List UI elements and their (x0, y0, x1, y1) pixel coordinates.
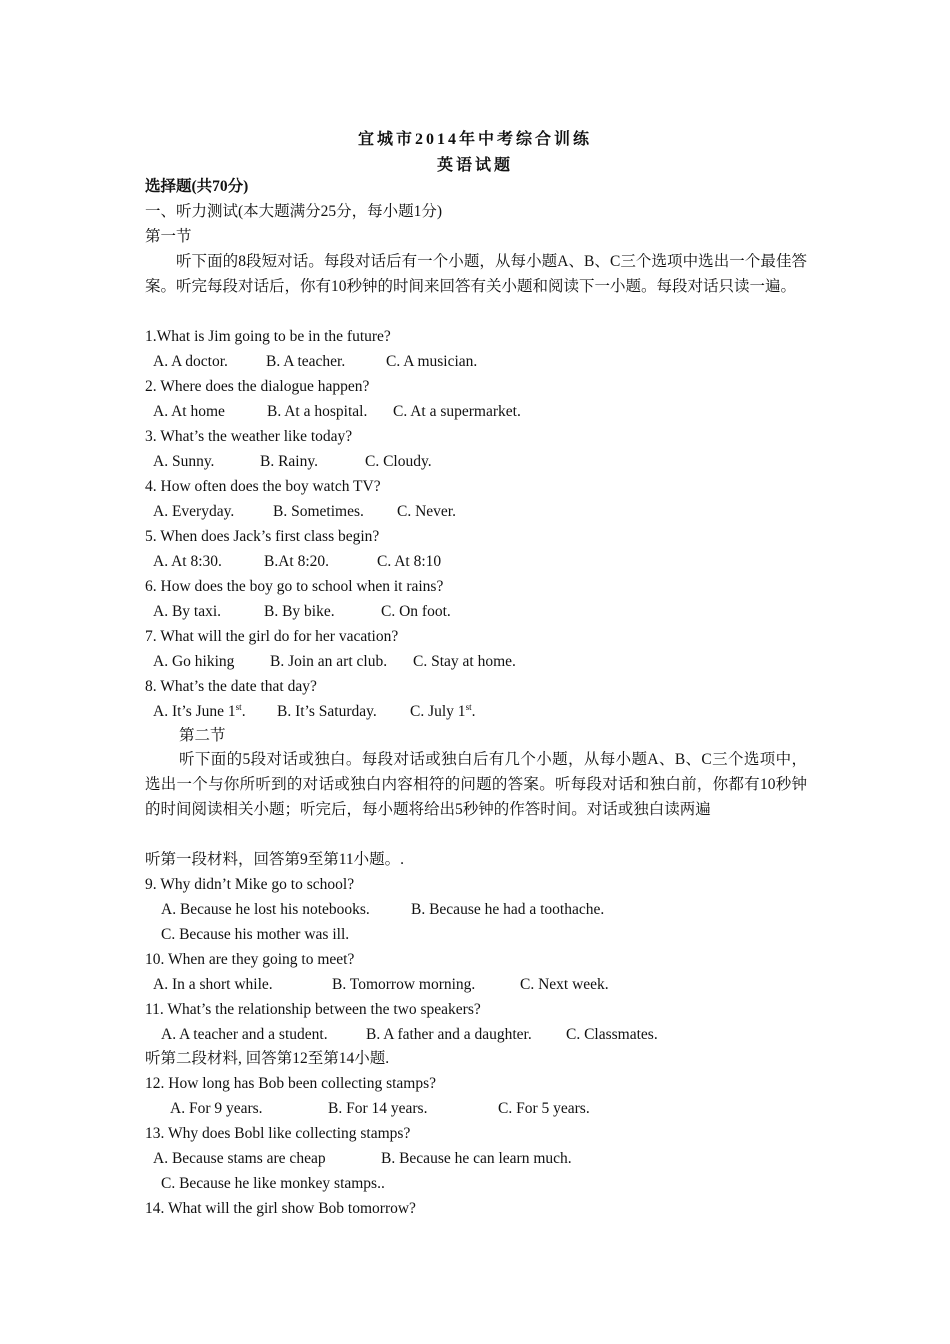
option-c: C. Cloudy. (365, 453, 432, 470)
subsection-heading-2: 第二节 (179, 727, 226, 744)
question-stem: 4. How often does the boy watch TV? (145, 478, 381, 495)
option-a: A. For 9 years. (170, 1100, 263, 1117)
question-stem: 3. What’s the weather like today? (145, 428, 353, 445)
option-b: B. Join an art club. (270, 653, 388, 670)
material-heading-2: 听第二段材料, 回答第12至第14小题. (145, 1050, 390, 1067)
option-a: A. By taxi. (153, 603, 222, 620)
question-stem: 2. Where does the dialogue happen? (145, 378, 370, 395)
question-stem: 14. What will the girl show Bob tomorrow? (145, 1200, 416, 1217)
question-stem: 13. Why does Bobl like collecting stamps? (145, 1125, 411, 1142)
question-stem: 1.What is Jim going to be in the future? (145, 328, 391, 345)
option-b: B. Because he had a toothache. (411, 901, 605, 918)
part-heading: 一、听力测试(本大题满分25分，每小题1分) (145, 203, 443, 220)
option-a: A. Go hiking (153, 653, 235, 670)
exam-title: 宜城市2014年中考综合训练 (357, 131, 592, 148)
question-stem: 11. What’s the relationship between the two speakers? (145, 1001, 481, 1018)
question-stem: 12. How long has Bob been collecting stamps? (145, 1075, 437, 1092)
option-b: B. Rainy. (260, 453, 318, 470)
material-heading-1: 听第一段材料，回答第9至第11小题。. (145, 851, 405, 868)
option-a: A. It’s June 1st. (153, 701, 246, 720)
option-c: C. Because he like monkey stamps.. (161, 1175, 385, 1192)
instructions-2: 听下面的5段对话或独白。每段对话或独白后有几个小题，从每小题A、B、C三个选项中，选出一个与你所听到的对话或独白内容相符的问题的答案。听每段对话和独白前，你都有10秒钟的时间阅读相关小题；听完后，每小题将给出5秒钟的作答时间。对话或独白读两遍 (145, 751, 807, 818)
option-c: C. A musician. (386, 353, 478, 370)
option-b: B. Because he can learn much. (381, 1150, 572, 1167)
question-stem: 5. When does Jack’s first class begin? (145, 528, 380, 545)
question-stem: 10. When are they going to meet? (145, 951, 355, 968)
question-stem: 7. What will the girl do for her vacation? (145, 628, 399, 645)
question-stem: 9. Why didn’t Mike go to school? (145, 876, 355, 893)
exam-subtitle: 英语试题 (436, 157, 513, 174)
option-b: B. For 14 years. (328, 1100, 428, 1117)
option-a: A. At home (153, 403, 225, 420)
subsection-heading-1: 第一节 (145, 228, 192, 245)
option-b: B. By bike. (264, 603, 335, 620)
option-a: A. Sunny. (153, 453, 215, 470)
option-c: C. Next week. (520, 976, 609, 993)
option-c: C. On foot. (381, 603, 451, 620)
option-b: B. Tomorrow morning. (332, 976, 476, 993)
option-a: A. In a short while. (153, 976, 273, 993)
option-a: A. A teacher and a student. (161, 1026, 328, 1043)
option-b: B. It’s Saturday. (277, 703, 377, 720)
option-b: B. A father and a daughter. (366, 1026, 532, 1043)
option-c: C. Never. (397, 503, 456, 520)
option-c: C. Stay at home. (413, 653, 516, 670)
option-a: A. A doctor. (153, 353, 228, 370)
option-a: A. Because he lost his notebooks. (161, 901, 370, 918)
option-c: C. Classmates. (566, 1026, 658, 1043)
question-stem: 6. How does the boy go to school when it rains? (145, 578, 444, 595)
question-stem: 8. What’s the date that day? (145, 678, 317, 695)
option-a: A. Everyday. (153, 503, 235, 520)
section-heading: 选择题(共70分) (145, 178, 249, 195)
option-b: B.At 8:20. (264, 553, 330, 570)
option-c: C. For 5 years. (498, 1100, 590, 1117)
option-b: B. A teacher. (266, 353, 346, 370)
option-b: B. Sometimes. (273, 503, 364, 520)
option-c: C. At 8:10 (377, 553, 442, 570)
option-a: A. At 8:30. (153, 553, 222, 570)
option-c: C. July 1st. (410, 701, 476, 720)
option-c: C. Because his mother was ill. (161, 926, 350, 943)
option-b: B. At a hospital. (267, 403, 368, 420)
instructions-1: 听下面的8段短对话。每段对话后有一个小题，从每小题A、B、C三个选项中选出一个最佳答案。听完每段对话后，你有10秒钟的时间来回答有关小题和阅读下一小题。每段对话只读一遍。 (145, 253, 807, 295)
option-a: A. Because stams are cheap (153, 1150, 326, 1167)
option-c: C. At a supermarket. (393, 403, 521, 420)
